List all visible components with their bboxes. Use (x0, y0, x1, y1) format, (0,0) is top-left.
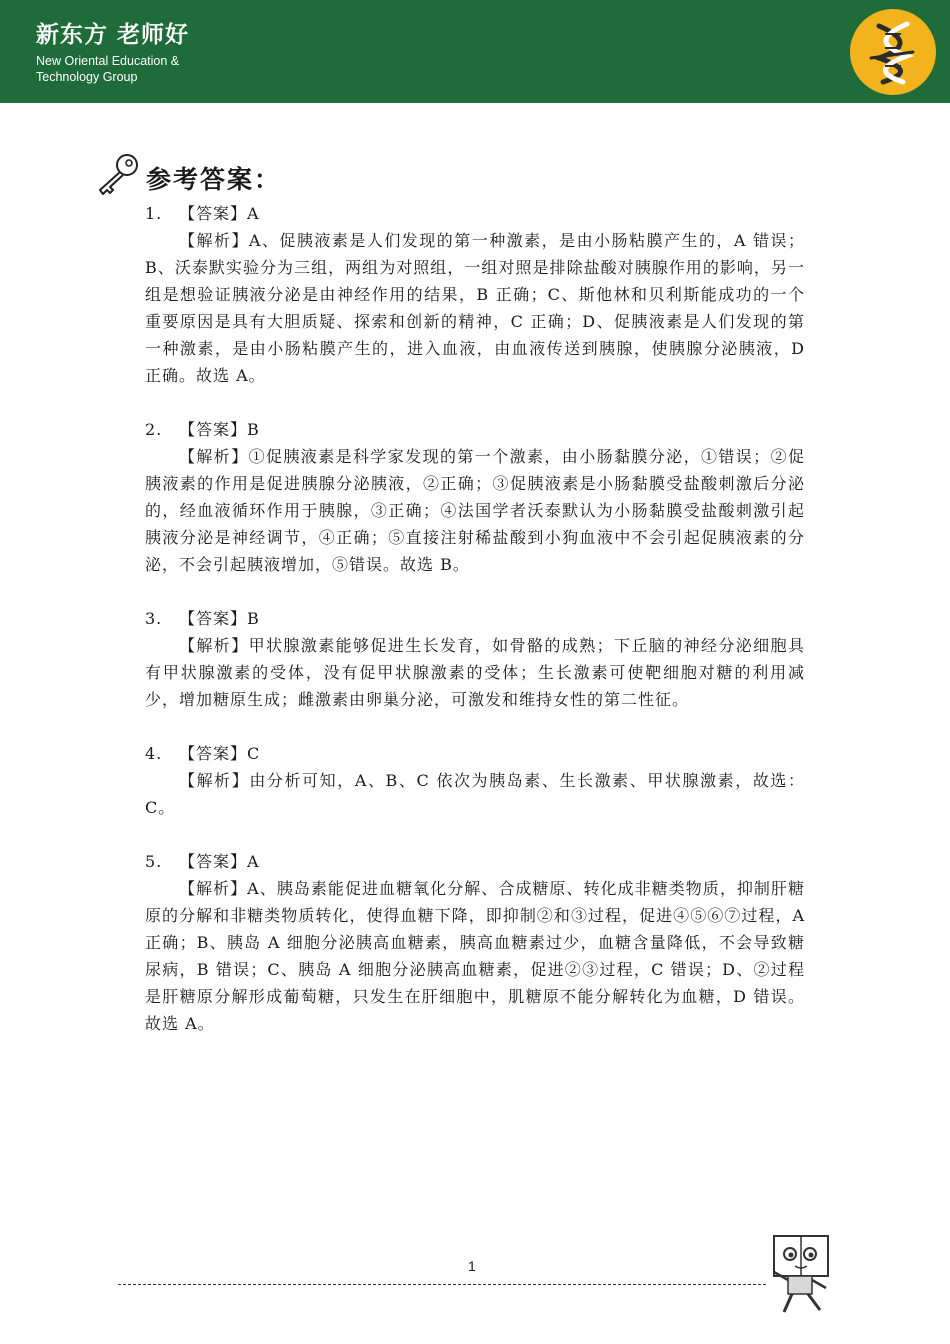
answer-key: 【答案】B (179, 420, 260, 439)
page-number: 1 (468, 1258, 476, 1274)
key-icon (94, 150, 142, 198)
section-title: 参考答案： (146, 165, 282, 194)
brand-subtitle-line1: New Oriental Education & (36, 54, 180, 68)
footer-divider (118, 1284, 766, 1285)
answer-item-1 (145, 200, 805, 389)
header-band (0, 0, 950, 103)
answer-key: 【答案】A (179, 204, 260, 223)
answer-item-2 (145, 416, 805, 578)
analysis-text: 【解析】由分析可知，A、B、C 依次为胰岛素、生长激素、甲状腺激素，故选：C。 (145, 771, 805, 817)
question-number: 4. (145, 744, 163, 763)
analysis-text: 【解析】A、促胰液素是人们发现的第一种激素，是由小肠粘膜产生的，A 错误；B、沃泰默实验分为三组，两组为对照组，一组对照是排除盐酸对胰腺作用的影响，另一组是想验证胰液分泌是由神经作用的结果，B 正确；C、斯他林和贝利斯能成功的一个重要原因是具有大胆质疑、探索和创新的精神，C 正确；D、促胰液素是人们发现的第一种激素，是由小肠粘膜产生的，进入血液，由血液传送到胰腺，使胰腺分泌胰液，D 正确。故选 A。 (145, 231, 805, 385)
book-mascot-icon (768, 1232, 834, 1316)
question-number: 1. (145, 204, 163, 223)
analysis-text: 【解析】A、胰岛素能促进血糖氧化分解、合成糖原、转化成非糖类物质，抑制肝糖原的分解和非糖类物质转化，使得血糖下降，即抑制②和③过程，促进④⑤⑥⑦过程，A 正确；B、胰岛 A 细胞分泌胰高血糖素，胰高血糖素过少，血糖含量降低，不会导致糖尿病，B 错误；C、胰岛 A 细胞分泌胰高血糖素，促进②③过程，C 错误；D、②过程是肝糖原分解形成葡萄糖，只发生在肝细胞中，肌糖原不能分解转化为血糖，D 错误。故选 A。 (145, 879, 805, 1033)
section-heading (94, 150, 494, 200)
analysis-text: 【解析】①促胰液素是科学家发现的第一个激素，由小肠黏膜分泌，①错误；②促胰液素的作用是促进胰腺分泌胰液，②正确；③促胰液素是小肠黏膜受盐酸刺激后分泌的，经血液循环作用于胰腺，③正确；④法国学者沃泰默认为小肠黏膜受盐酸刺激引起胰液分泌是神经调节，④正确；⑤直接注射稀盐酸到小狗血液中不会引起促胰液素的分泌，不会引起胰液增加，⑤错误。故选 B。 (145, 447, 805, 574)
question-number: 5. (145, 852, 163, 871)
answer-line (145, 200, 805, 227)
analysis-text: 【解析】甲状腺激素能够促进生长发育，如骨骼的成熟；下丘脑的神经分泌细胞具有甲状腺激素的受体，没有促甲状腺激素的受体；生长激素可使靶细胞对糖的利用减少，增加糖原生成；雌激素由卵巢分泌，可激发和维持女性的第二性征。 (145, 636, 805, 709)
answer-list (145, 200, 805, 1064)
answer-line (145, 740, 805, 767)
answer-key: 【答案】A (179, 852, 260, 871)
brand-title: 新东方 老师好 (36, 22, 190, 48)
answer-key: 【答案】B (179, 609, 260, 628)
answer-key: 【答案】C (179, 744, 261, 763)
answer-line (145, 416, 805, 443)
dna-logo-icon (849, 8, 937, 96)
brand-subtitle-line2: Technology Group (36, 70, 138, 84)
brand-subtitle (36, 53, 216, 85)
answer-item-4 (145, 740, 805, 821)
question-number: 3. (145, 609, 163, 628)
answer-item-3 (145, 605, 805, 713)
answer-line (145, 848, 805, 875)
answer-line (145, 605, 805, 632)
answer-item-5 (145, 848, 805, 1037)
question-number: 2. (145, 420, 163, 439)
